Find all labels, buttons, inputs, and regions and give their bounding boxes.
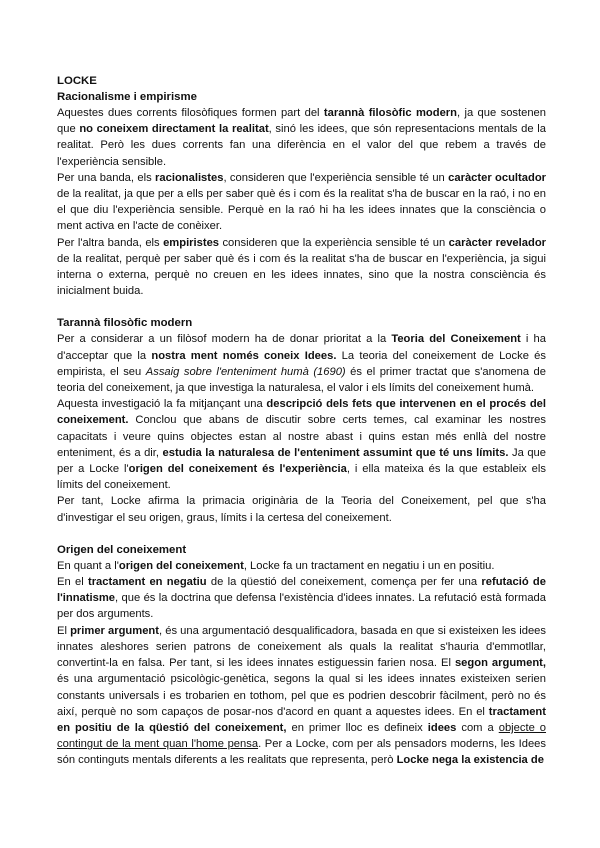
paragraph — [57, 493, 546, 525]
text-run: Per l'altra banda, els — [57, 236, 164, 249]
document-title: LOCKE — [57, 75, 97, 87]
text-run: és una argumentació psicològic-genètica, segons la qual si les idees innates existeixen serien constants universals i es trobarien en tothom, pel que es podrien descobrir fàcilment, però no és així, perquè no som capaços de posar-nos d'acord en quant a aquestes idees. En el — [57, 673, 546, 718]
text-run: Per tant, Locke afirma la primacia originària de la Teoria del Coneixement, pel que s'ha d'investigar el seu origen, graus, límits i la certesa del coneixement. — [57, 495, 546, 524]
text-run: En el — [57, 576, 88, 589]
text-run: Per a considerar a un filòsof modern ha de donar prioritat a la — [57, 333, 392, 346]
bold-text: caràcter ocultador — [448, 171, 547, 184]
text-run: com a — [456, 721, 499, 734]
text-run: en primer lloc es defineix — [286, 721, 428, 734]
text-run: Conclou que abans de discutir sobre certs temes, cal examinar les nostres capacitats i veure quins objectes estan al nostre abast i quins estan més enllà del nostre enteniment, és a dir, — [57, 414, 546, 459]
paragraph — [57, 235, 546, 300]
text-run: , i ella mateixa és la que estableix els límits del coneixement. — [57, 463, 546, 492]
text-run: , Locke fa un tractament en negatiu i un en positiu. — [243, 559, 495, 572]
section-gap — [57, 299, 546, 315]
text-run: Ja que per a Locke l' — [57, 446, 546, 476]
bold-text: empiristes — [163, 236, 220, 249]
paragraph — [57, 574, 546, 623]
paragraph — [57, 170, 546, 235]
section-gap — [57, 526, 546, 542]
text-run: La teoria del coneixement de Locke és empirista, el seu — [57, 349, 546, 378]
paragraph — [57, 396, 546, 493]
bold-text: Teoria del Coneixement — [391, 333, 521, 346]
text-run: de la realitat, ja que per a ells per saber què és i com és la realitat s'ha de buscar en la raó, i no en el que diu l'experiència sensible. Perquè en la raó hi ha les idees innates que la consciència o ment activa en l'acte de conèixer. — [57, 188, 546, 233]
bold-text: origen del coneixement és l'experiència — [128, 463, 347, 476]
paragraph — [57, 331, 546, 396]
document-body — [57, 89, 546, 769]
text-run: . Per a Locke, com per als pensadors moderns, les Idees són continguts mentals diferents a les realitats que representa, però — [57, 738, 546, 767]
bold-text: descripció dels fets que intervenen en el procés del coneixement. — [57, 398, 546, 427]
bold-text: refutació de l'innatisme — [57, 576, 546, 605]
text-run: Aquesta investigació la fa mitjançant una — [57, 398, 267, 411]
text-run: En quant a l' — [57, 559, 119, 572]
text-run: és el primer tractat que s'anomena de teoria del coneixement, ja que investiga la naturalesa, el valor i els límits del coneixement humà. — [57, 365, 547, 395]
bold-text: tarannà filosòfic modern — [323, 107, 457, 119]
section-heading: Racionalisme i empirisme — [57, 91, 197, 103]
paragraph — [57, 558, 546, 574]
paragraph — [57, 623, 546, 769]
text-run: i ha d'acceptar que la — [57, 333, 546, 362]
text-run: de la qüestió del coneixement, comença per fer una — [206, 576, 482, 589]
text-run: Aquestes dues corrents filosòfiques formen part del — [57, 107, 324, 119]
bold-text: idees — [427, 721, 457, 734]
italic-title: Assaig sobre l'enteniment humà (1690) — [145, 365, 346, 378]
section-heading: Origen del coneixement — [57, 543, 187, 556]
paragraph — [57, 105, 546, 170]
text-run: de la realitat, perquè per saber què és i com és la realitat s'ha de buscar en l'experiència, ja sigui interna o externa, perquè no creuen en les idees innates, sino que la nostra consciència és inicialment buida. — [57, 252, 546, 298]
text-run: , que és la doctrina que defensa l'existència d'idees innates. La refutació està formada per dos arguments. — [57, 592, 546, 621]
text-run: , ja que sostenen que — [57, 107, 547, 136]
text-run: Per una banda, els — [57, 171, 156, 184]
text-run: El — [57, 624, 71, 637]
bold-text: origen del coneixement — [118, 559, 244, 572]
bold-text: tractament en positiu de la qüestió del coneixement, — [57, 705, 546, 734]
section-heading: Tarannà filosòfic modern — [57, 317, 193, 330]
bold-text: tractament en negatiu — [87, 576, 207, 589]
bold-text: racionalistes — [155, 171, 224, 184]
bold-text: Locke nega la existencia de — [396, 754, 544, 767]
bold-text: segon argument, — [454, 657, 546, 670]
text-run: , sinó les idees, que són representacions mentals de la realitat. Però les dues corrents fan una diferència en el valor del que rebem a través de l'experiència sensible. — [57, 123, 546, 168]
bold-text: estudia la naturalesa de l'enteniment assumint que té uns límits. — [162, 446, 509, 459]
text-run: consideren que la experiència sensible té un — [219, 236, 449, 249]
bold-text: primer argument — [70, 624, 159, 637]
bold-text: no coneixem directament la realitat — [79, 123, 269, 136]
text-run: , és una argumentació desqualificadora, basada en que si existeixen les idees innates aleshores serien patrons de coneixement als quals la realitat s'hauria d'emmotllar, convertint-la en falsa. Per tant, si les idees innates estiguessin farien nosa. El — [57, 624, 546, 670]
underlined-text: objecte o contingut de la ment quan l'home pensa — [57, 721, 547, 751]
text-run: , consideren que l'experiència sensible té un — [223, 171, 449, 184]
bold-text: nostra ment només coneix Idees. — [151, 349, 337, 362]
bold-text: caràcter revelador — [448, 236, 547, 249]
